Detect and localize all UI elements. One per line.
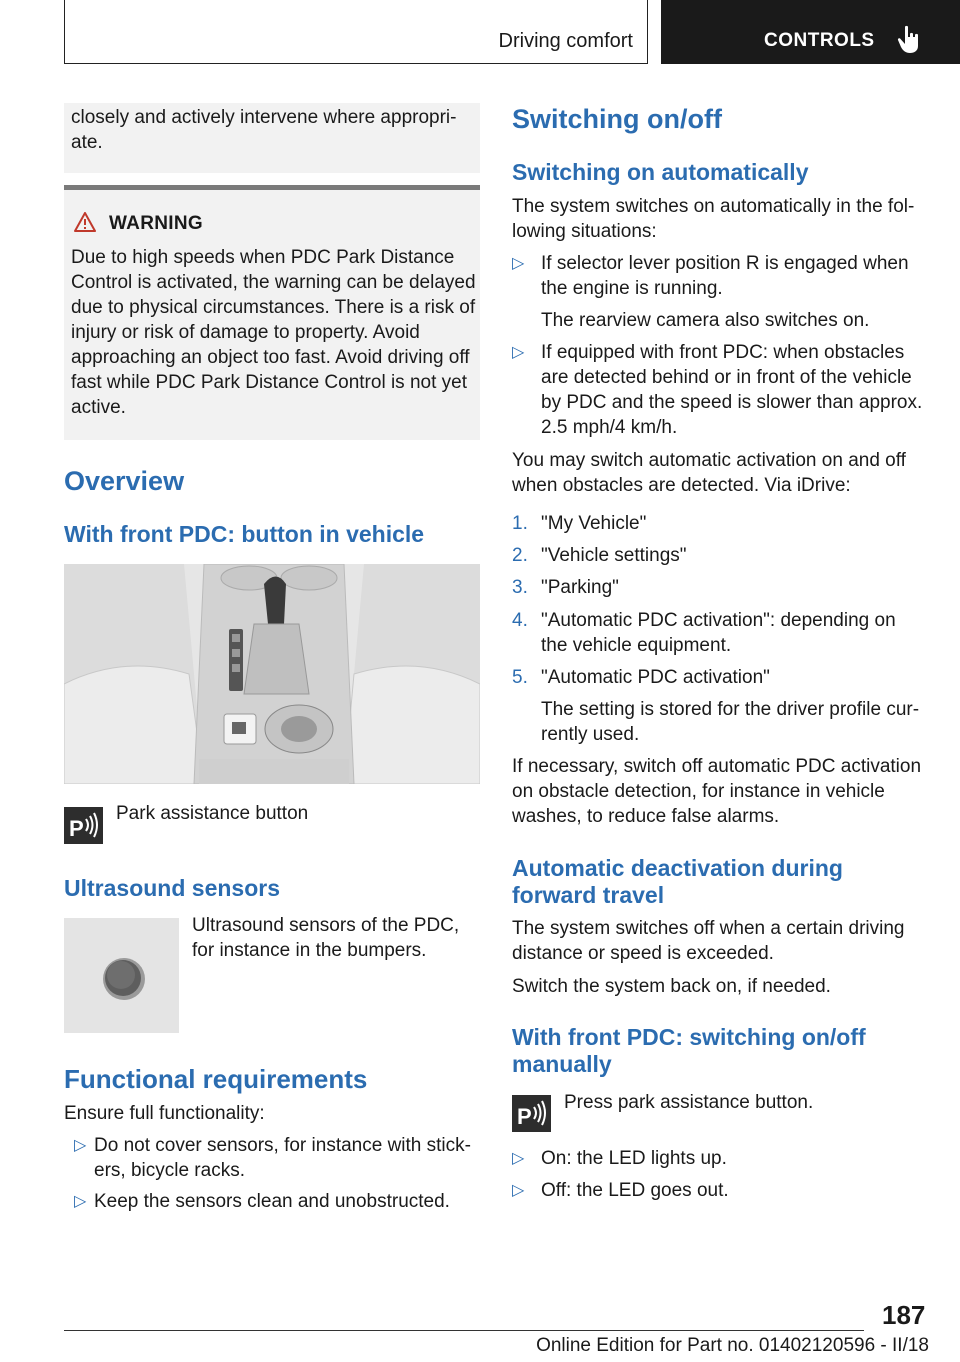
warning-title: WARNING	[109, 213, 203, 234]
auto-deactivation-heading: Automatic deactivation during forward travel	[512, 855, 843, 908]
ultrasound-text: Ultrasound sensors of the PDC, for instance in the bumpers.	[192, 915, 460, 961]
park-assist-icon	[512, 1095, 551, 1132]
auto-on-item-1: If selector lever position R is engaged when the engine is running.	[541, 253, 909, 299]
switch-back-text: Switch the system back on, if needed.	[512, 976, 831, 997]
auto-deactivation-text: The system switches off when a certain driving distance or speed is exceeded.	[512, 918, 905, 964]
triangle-bullet-icon: ▷	[512, 344, 525, 361]
triangle-bullet-icon: ▷	[512, 255, 525, 272]
header-section-box	[64, 0, 648, 64]
step-text: "My Vehicle"	[541, 513, 647, 534]
step-text: "Parking"	[541, 577, 619, 598]
step-number: 5.	[512, 667, 528, 688]
footer-rule	[64, 1330, 864, 1331]
functional-heading: Functional requirements	[64, 1064, 368, 1094]
hand-pointer-icon	[897, 24, 921, 54]
step-5-sub: The setting is stored for the driver profile currently used.	[541, 699, 920, 745]
functional-item-1: Do not cover sensors, for instance with stickers, bicycle racks.	[94, 1135, 471, 1181]
triangle-bullet-icon: ▷	[74, 1137, 87, 1154]
step-number: 4.	[512, 610, 528, 631]
header-chapter-title: CONTROLS	[764, 30, 875, 51]
auto-on-item-1-sub: The rearview camera also switches on.	[541, 310, 870, 331]
press-button-text: Press park assistance button.	[564, 1092, 814, 1113]
auto-on-intro: The system switches on automatically in the following situations:	[512, 196, 915, 242]
led-item-on: On: the LED lights up.	[541, 1148, 727, 1169]
svg-text:P: P	[69, 816, 84, 841]
park-button-caption: Park assistance button	[116, 803, 309, 824]
triangle-bullet-icon: ▷	[512, 1182, 525, 1199]
warning-box	[64, 190, 480, 440]
triangle-bullet-icon: ▷	[512, 1150, 525, 1167]
sensor-illustration	[64, 918, 179, 1033]
continued-note-text: closely and actively intervene where appropriate.	[71, 107, 457, 153]
functional-item-2: Keep the sensors clean and unobstructed.	[94, 1191, 450, 1212]
svg-text:P: P	[517, 1104, 532, 1129]
step-text: "Vehicle settings"	[541, 545, 687, 566]
switching-heading: Switching on/off	[512, 104, 722, 134]
led-item-off: Off: the LED goes out.	[541, 1180, 729, 1201]
step-text: "Automatic PDC activation": depending on the vehicle equipment.	[541, 610, 896, 656]
header-chapter-tab	[661, 0, 960, 64]
if-necessary-text: If necessary, switch off automatic PDC activation on obstacle detection, for instance in vehicle washes, to reduce false alarms.	[512, 756, 922, 827]
footer-edition: Online Edition for Part no. 01402120596 - II/18	[536, 1335, 929, 1356]
step-number: 1.	[512, 513, 528, 534]
step-number: 3.	[512, 577, 528, 598]
step-text: "Automatic PDC activation"	[541, 667, 770, 688]
triangle-bullet-icon: ▷	[74, 1193, 87, 1210]
overview-heading: Overview	[64, 466, 185, 496]
auto-on-item-2: If equipped with front PDC: when obstacles are detected behind or in front of the vehicle by PDC and the speed is slower than approx. 2.5 mph/4 km/h.	[541, 342, 923, 438]
console-illustration	[64, 564, 480, 784]
page-number: 187	[882, 1300, 926, 1330]
park-assist-icon	[64, 807, 103, 844]
warning-triangle-icon	[74, 212, 96, 232]
idrive-intro: You may switch automatic activation on and off when obstacles are detected. Via iDrive:	[512, 450, 906, 496]
auto-on-heading: Switching on automatically	[512, 159, 809, 185]
continued-note-box	[64, 103, 480, 173]
ultrasound-heading: Ultrasound sensors	[64, 875, 280, 901]
warning-text: Due to high speeds when PDC Park Distance Control is activated, the warning can be delayed due to physical circumstances. There is a risk of injury or risk of damage to property. Avoid approaching an object too fast. Avoid driving off fast while PDC Park Distance Control is not yet active.	[71, 247, 476, 418]
front-pdc-heading: With front PDC: button in vehicle	[64, 521, 425, 547]
header-section-title: Driving comfort	[498, 30, 633, 52]
manual-heading: With front PDC: switching on/off manually	[512, 1024, 866, 1077]
step-number: 2.	[512, 545, 528, 566]
functional-intro: Ensure full functionality:	[64, 1103, 265, 1124]
